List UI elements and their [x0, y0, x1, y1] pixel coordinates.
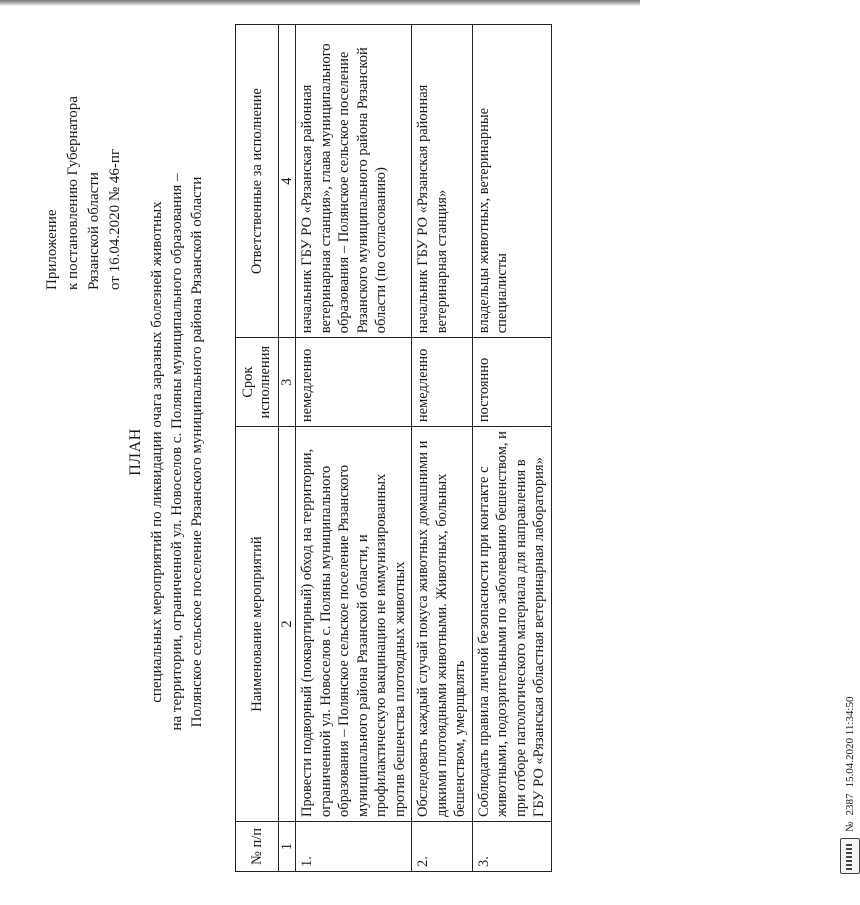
document-number-icon: №: [844, 821, 856, 832]
row-action: Провести подворный (поквартирный) обход на территории, ограниченной ул. Новоселов с. Поляны муниципального образования – Полянское сельское поселение Рязанского муниципального района Рязанской области, и профилактическую вакцинацию не иммунизированных против бешенства плотоядных животных: [296, 427, 412, 822]
row-responsible: начальник ГБУ РО «Рязанская районная ветеринарная станция», глава муниципального образования – Полянское сельское поселение Рязанского муниципального района Рязанской области (по согласованию): [296, 25, 412, 338]
measures-table: [235, 24, 552, 872]
plan-subtitle: специальных мероприятий по ликвидации очага заразных болезней животных: [149, 201, 165, 703]
row-number: 3.: [472, 822, 551, 872]
appendix-line: Рязанской области: [86, 172, 102, 290]
plan-subtitle: на территории, ограниченной ул. Новоселов с. Поляны муниципального образования –: [169, 173, 185, 731]
appendix-line: от 16.04.2020 № 46-пг: [107, 148, 123, 290]
appendix-block: [42, 30, 126, 290]
row-action: Обследовать каждый случай покуса животных домашними и дикими плотоядными животными. Животных, больных бешенством, умерщвлять: [412, 427, 473, 822]
document-footer: [840, 697, 860, 874]
row-number: 1.: [296, 822, 412, 872]
table-header-row: [236, 25, 279, 872]
row-responsible: владельцы животных, ветеринарные специалисты: [472, 25, 551, 338]
document-id: 2387: [844, 793, 856, 816]
column-number: 4: [279, 25, 296, 338]
scan-edge: [0, 0, 640, 6]
document-timestamp: 15.04.2020 11:34:50: [844, 696, 856, 788]
column-number: 1: [279, 822, 296, 872]
table-row: [412, 25, 473, 872]
row-action: Соблюдать правила личной безопасности при контакте с животными, подозрительными по заболеванию бешенством, и при отборе патологического материала для направления в ГБУ РО «Рязанская областная ветеринарная лаборатория»: [472, 427, 551, 822]
row-term: немедленно: [412, 338, 473, 427]
table-row: [472, 25, 551, 872]
table-row: [296, 25, 412, 872]
appendix-line: к постановлению Губернатора: [65, 96, 81, 290]
column-number-row: [279, 25, 296, 872]
row-term: постоянно: [472, 338, 551, 427]
header-action: Наименование мероприятий: [236, 427, 279, 822]
column-number: 2: [279, 427, 296, 822]
header-term: Срок исполнения: [236, 338, 279, 427]
row-number: 2.: [412, 822, 473, 872]
rotated-page: [20, 22, 856, 882]
plan-heading: [126, 22, 207, 882]
appendix-line: Приложение: [44, 209, 60, 290]
plan-title: ПЛАН: [127, 428, 144, 476]
plan-subtitle: Полянское сельское поселение Рязанского муниципального района Рязанской области: [189, 176, 205, 728]
registration-stamp-icon: [840, 838, 860, 874]
header-number: № п/п: [236, 822, 279, 872]
column-number: 3: [279, 338, 296, 427]
row-term: немедленно: [296, 338, 412, 427]
row-responsible: начальник ГБУ РО «Рязанская районная ветеринарная станция»: [412, 25, 473, 338]
header-responsible: Ответственные за исполнение: [236, 25, 279, 338]
